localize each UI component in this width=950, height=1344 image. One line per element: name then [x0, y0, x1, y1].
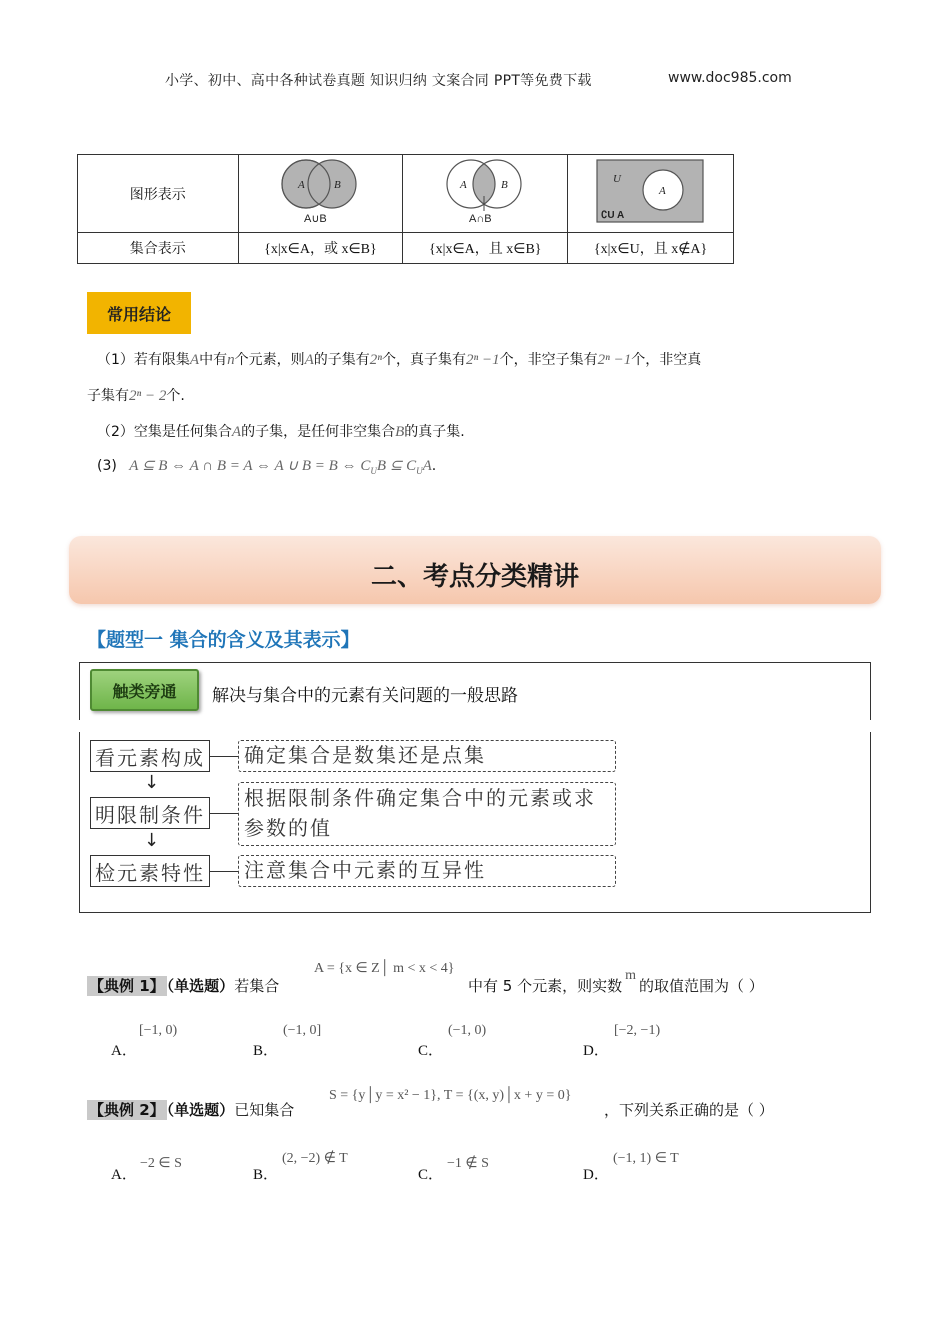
venn-label-u: U: [612, 172, 621, 185]
example-2-set-expression: S = {y│y = x² − 1}, T = {(x, y)│x + y = 0}: [329, 1088, 572, 1103]
step-3-connector: [210, 871, 238, 872]
venn-label-a: A: [460, 178, 467, 191]
step-2-detail-line-2: 参数的值: [244, 816, 332, 840]
header-url[interactable]: www.doc985.com: [668, 70, 792, 86]
example-2-option-c-value: −1 ∉ S: [447, 1156, 489, 1171]
venn-intersection-icon: [435, 156, 535, 228]
step-3-detail: 注意集合中元素的互异性: [238, 855, 616, 887]
example-1-option-b-value: (−1, 0]: [283, 1023, 322, 1038]
step-2-connector: [210, 813, 238, 814]
step-1-label: 看元素构成: [90, 740, 210, 772]
venn-union-label: A∪B: [304, 212, 328, 225]
venn-label-a: A: [298, 178, 306, 191]
example-1-stem-cont: 中有 5 个元素，则实数m的取值范围为（ ）: [468, 968, 764, 995]
method-description: 解决与集合中的元素有关问题的一般思路: [212, 686, 518, 706]
section-title: 二、考点分类精讲: [370, 562, 579, 592]
example-2-stem: 【典例 2】 （单选题）已知集合: [89, 1101, 295, 1119]
formula-complement: {x|x∈U，且 x∉A}: [568, 233, 734, 264]
step-3-label: 检元素特性: [90, 855, 210, 887]
formula-intersection: {x|x∈A，且 x∈B}: [403, 233, 568, 264]
step-2-label: 明限制条件: [90, 797, 210, 829]
header-text: 小学、初中、高中各种试卷真题 知识归纳 文案合同 PPT等免费下载: [165, 73, 592, 89]
step-1-detail: 确定集合是数集还是点集: [238, 740, 616, 772]
arrow-down-icon: ↓: [144, 830, 160, 851]
example-2-option-b[interactable]: B．: [253, 1167, 279, 1183]
method-chip: 触类旁通: [90, 669, 199, 711]
venn-union-icon: [270, 156, 370, 228]
conclusion-2: （2）空集是任何集合A的子集，是任何非空集合B的真子集.: [97, 424, 465, 440]
example-2-stem-cont: ，下列关系正确的是（ ）: [604, 1101, 774, 1119]
example-1-option-c[interactable]: C．: [418, 1043, 444, 1059]
example-2-option-d[interactable]: D．: [583, 1167, 609, 1183]
example-1-stem: 【典例 1】 （单选题）若集合: [89, 977, 280, 995]
conclusion-1-line-2: 子集有2ⁿ − 2个.: [87, 388, 185, 404]
example-1-tag: 【典例 1】: [89, 977, 165, 995]
example-1-option-c-value: (−1, 0): [448, 1023, 487, 1038]
common-conclusions-badge: 常用结论: [87, 292, 191, 334]
venn-union-cell: [238, 155, 403, 233]
venn-label-b: B: [501, 178, 508, 191]
example-2-option-a[interactable]: A．: [111, 1167, 137, 1183]
example-1-set-expression: A = {x ∈ Z│ m < x < 4}: [314, 961, 455, 976]
question-type-heading: 【题型一 集合的含义及其表示】: [87, 629, 360, 651]
example-2-option-d-value: (−1, 1) ∈ T: [613, 1151, 679, 1166]
table-row-label-notation: 集合表示: [78, 233, 239, 264]
formula-union: {x|x∈A，或 x∈B}: [238, 233, 403, 264]
arrow-down-icon: ↓: [144, 772, 160, 793]
example-1-option-a[interactable]: A．: [111, 1043, 137, 1059]
venn-complement-label: ∁U A: [600, 209, 624, 221]
example-2-option-c[interactable]: C．: [418, 1167, 444, 1183]
venn-complement-icon: [595, 158, 707, 226]
venn-complement-cell: [568, 155, 734, 233]
example-2-option-a-value: −2 ∈ S: [140, 1156, 182, 1171]
example-1-option-a-value: [−1, 0): [139, 1023, 178, 1038]
venn-label-b: B: [334, 178, 342, 191]
set-operation-table: [77, 154, 734, 264]
conclusion-3: (3) A ⊆ B ⇔ A ∩ B = A ⇔ A ∪ B = B ⇔ $C_UB$ ⊆ $C_UA$.: [97, 458, 437, 476]
example-1-option-b[interactable]: B．: [253, 1043, 279, 1059]
step-1-connector: [210, 756, 238, 757]
conclusion-1-line-1: （1）若有限集A中有n个元素，则A的子集有2ⁿ个，真子集有2ⁿ −1个，非空子集有2ⁿ −1个，非空真: [97, 352, 702, 368]
step-2-detail: [238, 782, 616, 846]
table-row-label-graphic: 图形表示: [78, 155, 239, 233]
example-2-option-b-value: (2, −2) ∉ T: [282, 1151, 348, 1166]
example-1-option-d[interactable]: D．: [583, 1043, 609, 1059]
example-2-tag: 【典例 2】: [89, 1101, 165, 1119]
venn-intersection-label: A∩B: [469, 212, 492, 225]
venn-intersection-cell: [403, 155, 568, 233]
step-2-detail-line-1: 根据限制条件确定集合中的元素或求: [244, 786, 596, 810]
venn-label-a: A: [658, 184, 666, 197]
example-1-option-d-value: [−2, −1): [614, 1023, 661, 1038]
